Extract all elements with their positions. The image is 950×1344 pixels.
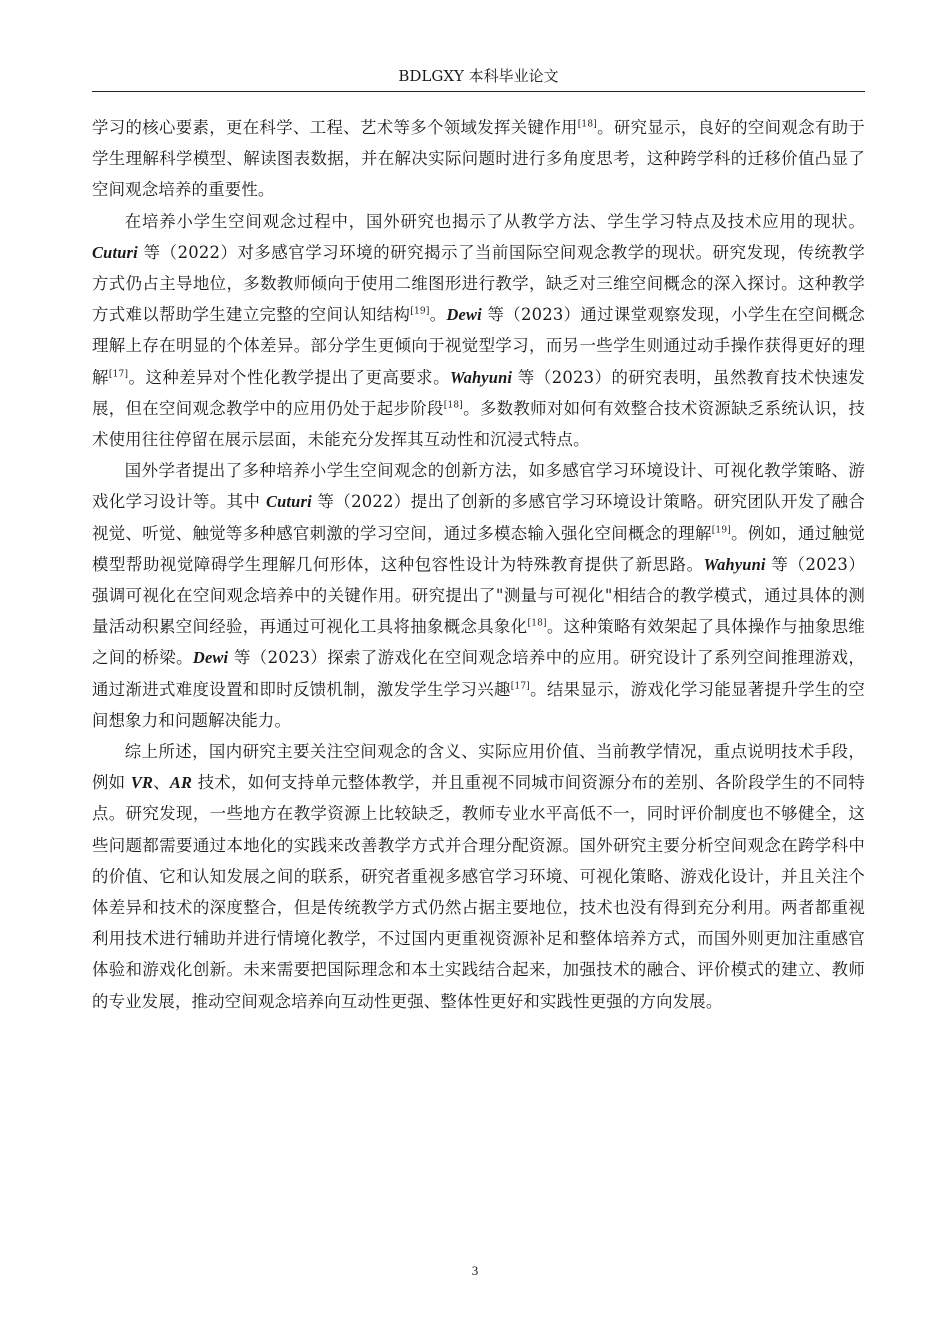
author-name: VR [130, 773, 154, 793]
citation-ref: [18] [443, 400, 464, 411]
paragraph [92, 112, 865, 206]
citation-ref: [17] [510, 680, 531, 691]
page-number: 3 [471, 1263, 479, 1278]
author-name: Dewi [192, 648, 229, 668]
text-run: 在培养小学生空间观念过程中，国外研究也揭示了从教学方法、学生学习特点及技术应用的现状。 [124, 211, 865, 231]
text-run: 。 [429, 305, 447, 325]
paragraph [92, 455, 865, 736]
paragraph [92, 206, 865, 456]
citation-ref: [19] [410, 306, 430, 317]
text-run: 。多数教师对如何有效整合技术资源缺乏系统认识，技术使用往往停留在展示层面，未能充分发挥其互动性和沉浸式特点。 [92, 398, 865, 450]
text-run: 。这种差异对个性化教学提出了更高要求。 [128, 367, 451, 387]
paragraph [92, 736, 865, 1017]
text-run: 。结果显示，游戏化学习能显著提升学生的空间想象力和问题解决能力。 [92, 679, 866, 730]
author-name: Wahyuni [450, 367, 513, 387]
text-run: 技术，如何支持单元整体教学，并且重视不同城市间资源分布的差别、各阶段学生的不同特点。研究发现，一些地方在教学资源上比较缺乏，教师专业水平高低不一，同时评价制度也不够健全，这些问题都需要通过本地化的实践来改善教学方式并合理分配资源。国外研究主要分析空间观念在跨学科中的价值、它和认知发展之间的联系，研究者重视多感官学习环境、可视化策略、游戏化设计，并且关注个体差异和技术的深度整合，但是传统教学方式仍然占据主要地位，技术也没有得到充分利用。两者都重视利用技术进行辅助并进行情境化教学，不过国内更重视资源补足和整体培养方式，而国外则更加注重感官体验和游戏化创新。未来需要把国际理念和本土实践结合起来，加强技术的融合、评价模式的建立、教师的专业发展，推动空间观念培养向互动性更强、整体性更好和实践性更强的方向发展。 [92, 773, 865, 1011]
text-run: 等（2023）强调可视化在空间观念培养中的关键作用。研究提出了"测量与可视化"相结合的教学模式，通过具体的测量活动积累空间经验，再通过可视化工具将抽象概念具象化 [92, 554, 865, 637]
citation-ref: [18] [527, 618, 547, 629]
author-name: Cuturi [265, 492, 312, 512]
citation-ref: [19] [711, 524, 731, 535]
text-run: 等（2022）对多感官学习环境的研究揭示了当前国际空间观念教学的现状。研究发现，传统教学方式仍占主导地位，多数教师倾向于使用二维图形进行教学，缺乏对三维空间概念的深入探讨。这种教学方式难以帮助学生建立完整的空间认知结构 [92, 242, 865, 325]
citation-ref: [17] [108, 368, 129, 379]
text-run: 。例如，通过触觉模型帮助视觉障碍学生理解几何形体，这种包容性设计为特殊教育提供了新思路。 [92, 523, 865, 574]
text-run: 。这种策略有效架起了具体操作与抽象思维之间的桥梁。 [92, 617, 865, 668]
header-divider [92, 91, 865, 92]
text-run: 等（2023）通过课堂观察发现，小学生在空间概念理解上存在明显的个体差异。部分学生更倾向于视觉型学习，而另一些学生则通过动手操作获得更好的理解 [92, 305, 865, 387]
text-run: 综上所述，国内研究主要关注空间观念的含义、实际应用价值、当前教学情况，重点说明技术手段，例如 [92, 742, 865, 793]
body-text [92, 112, 865, 1017]
text-run: 、 [153, 773, 170, 793]
text-run: 等（2023）的研究表明，虽然教育技术快速发展，但在空间观念教学中的应用仍处于起步阶段 [92, 367, 865, 418]
text-run: 。研究显示，良好的空间观念有助于学生理解科学模型、解读图表数据，并在解决实际问题时进行多角度思考，这种跨学科的迁移价值凸显了空间观念培养的重要性。 [92, 118, 865, 200]
author-name: Dewi [446, 305, 482, 325]
text-run: 等（2022）提出了创新的多感官学习环境设计策略。研究团队开发了融合视觉、听觉、触觉等多种感官刺激的学习空间，通过多模态输入强化空间概念的理解 [92, 492, 865, 543]
author-name: AR [169, 773, 193, 793]
citation-ref: [18] [577, 119, 597, 130]
text-run: 等（2023）探索了游戏化在空间观念培养中的应用。研究设计了系列空间推理游戏，通过渐进式难度设置和即时反馈机制，激发学生学习兴趣 [92, 648, 866, 699]
page-header: BDLGXY 本科毕业论文 [398, 67, 559, 85]
text-run: 学习的核心要素，更在科学、工程、艺术等多个领域发挥关键作用 [92, 118, 578, 137]
author-name: Cuturi [92, 242, 138, 262]
text-run: 国外学者提出了多种培养小学生空间观念的创新方法，如多感官学习环境设计、可视化教学策略、游戏化学习设计等。其中 [92, 461, 865, 512]
author-name: Wahyuni [703, 554, 766, 574]
